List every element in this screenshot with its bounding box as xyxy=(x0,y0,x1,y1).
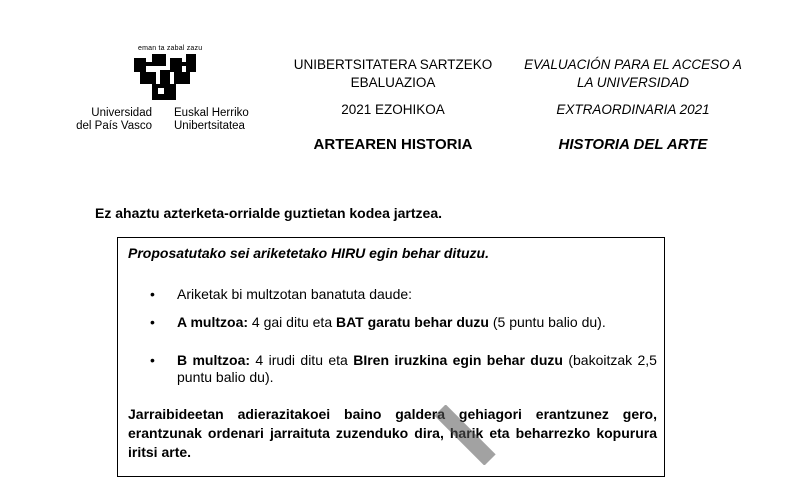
instructions-paragraph: Jarraibideetan adierazitakoei baino galdera gehiagori erantzunez gero, erantzunak ordenari jarraituta zuzenduko dira, harik eta beharrezko kopurura iritsi arte. xyxy=(128,406,657,460)
bullet-icon: • xyxy=(150,286,155,302)
logo-motto: eman ta zabal zazu xyxy=(138,45,203,52)
bullet-icon: • xyxy=(150,352,155,368)
exam-title-eu: UNIBERTSITATERA SARTZEKO EBALUAZIOA xyxy=(293,57,493,90)
code-notice: Ez ahaztu azterketa-orrialde guztietan kodea jartzea. xyxy=(95,205,442,221)
university-logo-icon xyxy=(130,52,200,104)
instruction-bullet-group-b: B multzoa: 4 irudi ditu eta BIren iruzkina egin behar duzu (bakoitzak 2,5 puntu balio du). xyxy=(177,352,657,385)
exam-session-es: EXTRAORDINARIA 2021 xyxy=(556,102,710,117)
exam-title-es: EVALUACIÓN PARA EL ACCESO A LA UNIVERSIDAD xyxy=(524,57,742,90)
instruction-bullet-group-a: A multzoa: 4 gai ditu eta BAT garatu behar duzu (5 puntu balio du). xyxy=(177,314,606,330)
instruction-bullet: Ariketak bi multzotan banatuta daude: xyxy=(177,286,413,302)
university-name-eu: Euskal Herriko Unibertsitatea xyxy=(174,107,249,132)
university-name-es: Universidad del País Vasco xyxy=(76,107,152,132)
subject-eu: ARTEAREN HISTORIA xyxy=(313,136,473,153)
watermark-mark xyxy=(420,405,520,465)
bullet-icon: • xyxy=(150,314,155,330)
instructions-title: Proposatutako sei ariketetako HIRU egin behar dituzu. xyxy=(128,245,489,261)
exam-session-eu: 2021 EZOHIKOA xyxy=(341,102,445,117)
subject-es: HISTORIA DEL ARTE xyxy=(558,136,708,153)
